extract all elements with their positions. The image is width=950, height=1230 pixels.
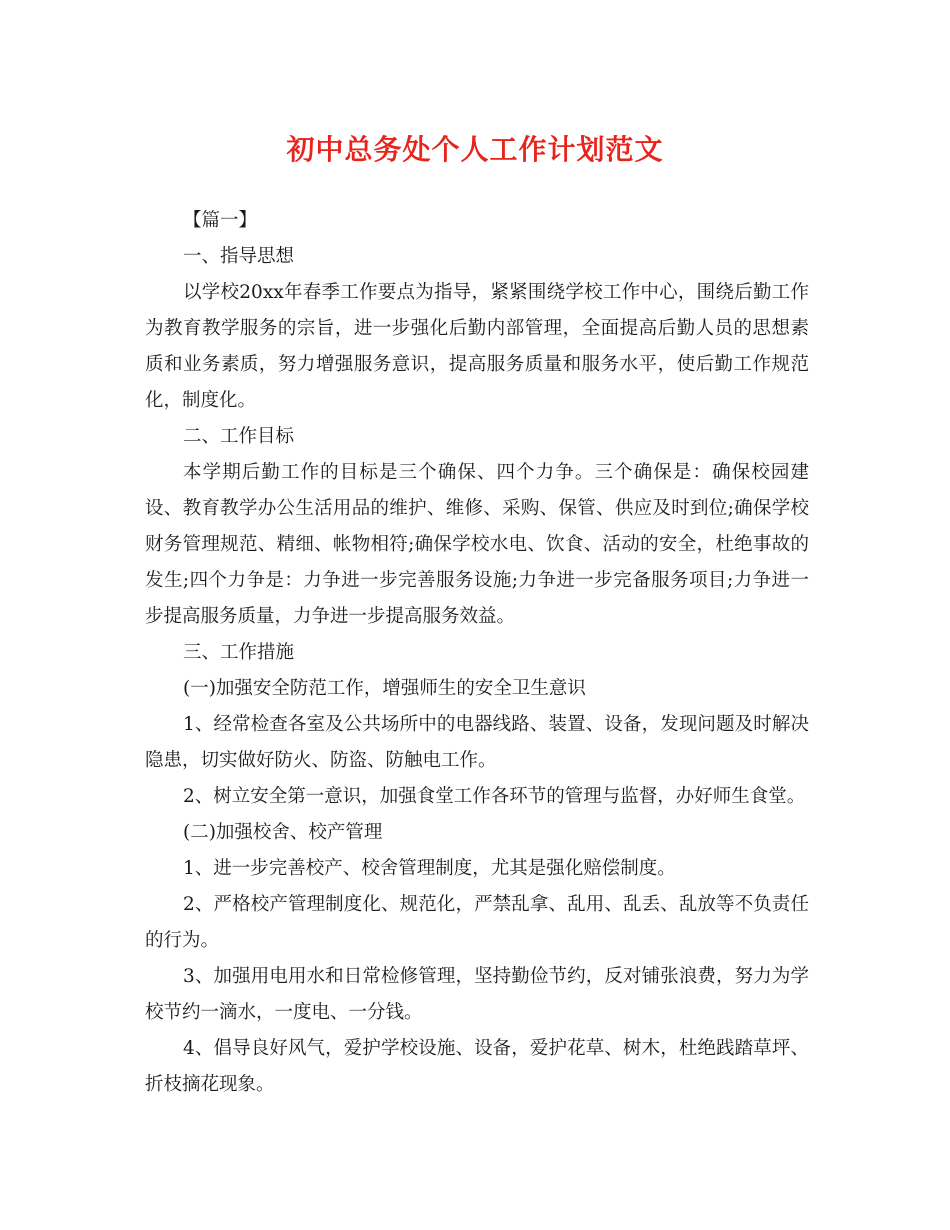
heading-guiding-ideology: 一、指导思想 bbox=[183, 246, 295, 267]
subheading-safety: (一)加强安全防范工作，增强师生的安全卫生意识 bbox=[183, 678, 586, 699]
list-item-property-4: 4、倡导良好风气，爱护学校设施、设备，爱护花草、树木，杜绝践踏草坪、折枝摘花现象。 bbox=[145, 1038, 809, 1095]
paragraph-work-goals: 本学期后勤工作的目标是三个确保、四个力争。三个确保是：确保校园建设、教育教学办公生活用品的维护、维修、采购、保管、供应及时到位;确保学校财务管理规范、精细、帐物相符;确保学校水电、饮食、活动的安全，杜绝事故的发生;四个力争是：力争进一步完善服务设施;力争进一步完备服务项目;力争进一步提高服务质量，力争进一步提高服务效益。 bbox=[145, 462, 809, 627]
document-title: 初中总务处个人工作计划范文 bbox=[286, 133, 664, 166]
heading-work-goals: 二、工作目标 bbox=[183, 426, 295, 447]
list-item-safety-1: 1、经常检查各室及公共场所中的电器线路、装置、设备，发现问题及时解决隐患，切实做好防火、防盗、防触电工作。 bbox=[145, 714, 809, 771]
heading-work-measures: 三、工作措施 bbox=[183, 642, 295, 663]
paragraph-guiding-ideology: 以学校20xx年春季工作要点为指导，紧紧围绕学校工作中心，围绕后勤工作为教育教学服务的宗旨，进一步强化后勤内部管理，全面提高后勤人员的思想素质和业务素质，努力增强服务意识，提高服务质量和服务水平，使后勤工作规范化，制度化。 bbox=[145, 282, 809, 411]
subheading-property: (二)加强校舍、校产管理 bbox=[183, 822, 383, 843]
list-item-safety-2: 2、树立安全第一意识，加强食堂工作各环节的管理与监督，办好师生食堂。 bbox=[183, 786, 806, 807]
list-item-property-2: 2、严格校产管理制度化、规范化，严禁乱拿、乱用、乱丢、乱放等不负责任的行为。 bbox=[145, 894, 809, 951]
list-item-property-3: 3、加强用电用水和日常检修管理，坚持勤俭节约，反对铺张浪费，努力为学校节约一滴水，一度电、一分钱。 bbox=[145, 966, 809, 1023]
list-item-property-1: 1、进一步完善校产、校舍管理制度，尤其是强化赔偿制度。 bbox=[183, 858, 676, 879]
section-marker: 【篇一】 bbox=[183, 210, 258, 231]
document-body bbox=[145, 203, 809, 1103]
